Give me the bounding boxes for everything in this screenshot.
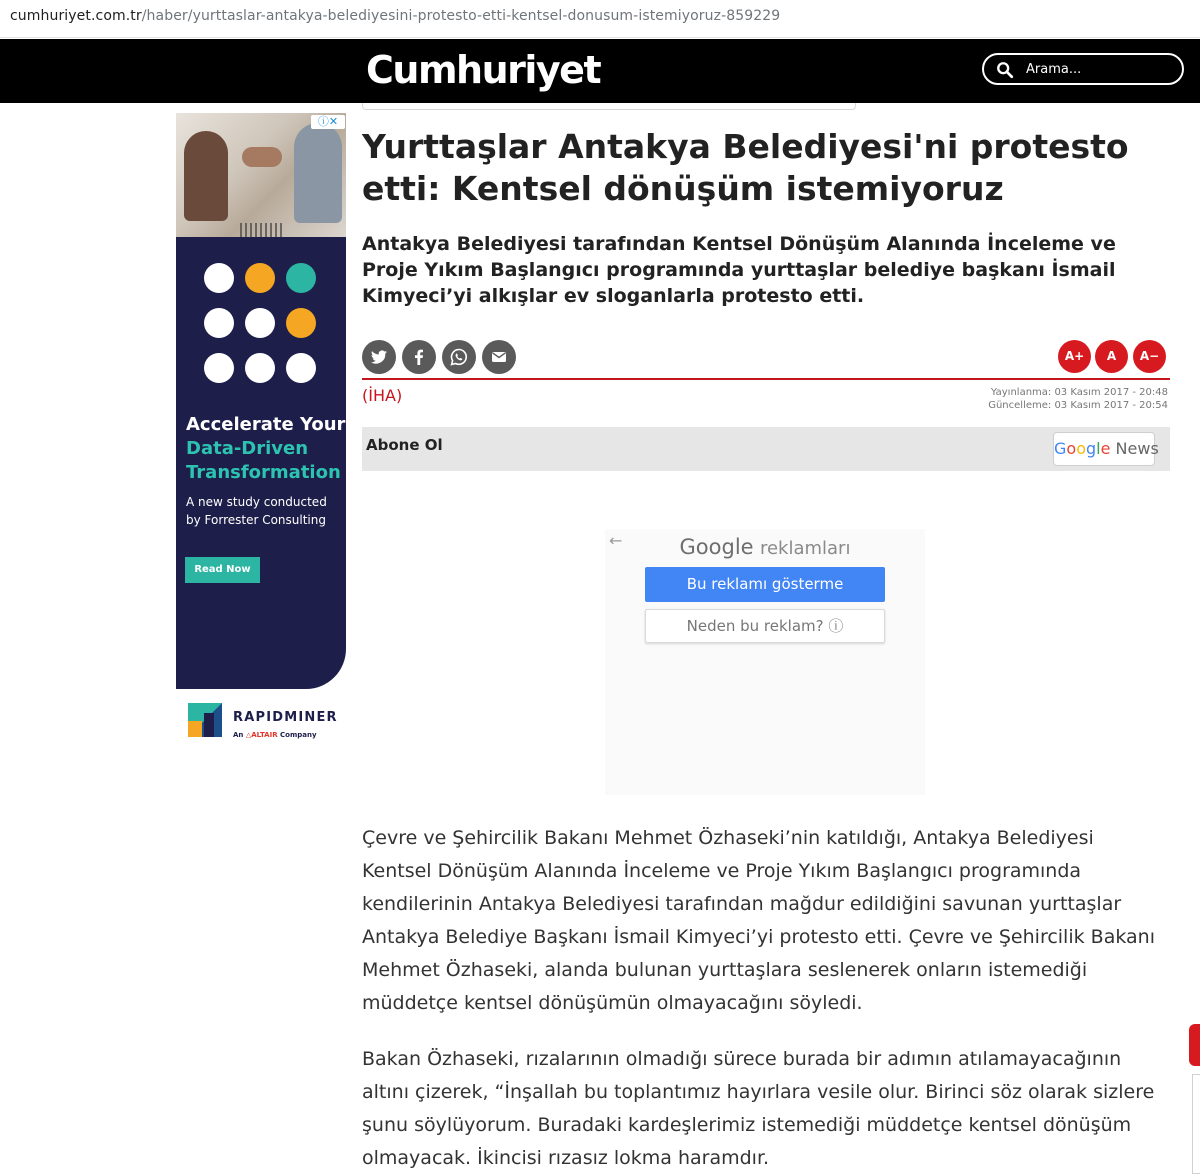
site-header	[0, 39, 1200, 103]
ad-choices-icon[interactable]: ⓘ✕	[311, 115, 345, 129]
ad-dot	[286, 308, 316, 338]
ad-dot	[245, 308, 275, 338]
article-source: (İHA)	[362, 386, 403, 405]
ad-brand-sub-prefix: An	[233, 731, 246, 739]
ad-read-now-button[interactable]: Read Now	[185, 557, 260, 583]
ad-brand-sub-altair: ALTAIR	[251, 731, 278, 739]
ad-photo-fist-bump	[242, 147, 282, 167]
article-summary: Antakya Belediyesi tarafından Kentsel Dönüşüm Alanında İnceleme ve Proje Yıkım Başlangıcı programında yurttaşlar belediye başkanı İsmail Kimyeci’yi alkışlar ev sloganlarla protesto etti.	[362, 233, 1116, 307]
search-box[interactable]	[982, 53, 1184, 85]
ad-brand[interactable]	[176, 689, 346, 753]
ad-headline: Accelerate Your	[186, 414, 346, 435]
divider	[362, 378, 1170, 380]
site-logo[interactable]: Cumhuriyet	[366, 48, 601, 92]
why-this-ad-button[interactable]: Neden bu reklam? ⓘ	[645, 609, 885, 643]
altair-triangle-icon: △	[245, 731, 252, 739]
share-facebook-button[interactable]	[402, 340, 436, 374]
article-title: Yurttaşlar Antakya Belediyesi'ni protesto etti: Kentsel dönüşüm istemiyoruz	[362, 127, 1129, 208]
ad-photo-person-right	[294, 123, 342, 223]
twitter-icon	[369, 347, 389, 367]
ad-dot	[245, 353, 275, 383]
ad-photo-pattern	[240, 223, 284, 237]
google-ads-label: reklamları	[759, 538, 851, 559]
subscribe-bar	[362, 427, 1170, 471]
nav-strip	[362, 103, 856, 110]
ad-brand-subtitle	[233, 731, 317, 739]
side-panel-edge[interactable]	[1192, 1074, 1200, 1174]
share-email-button[interactable]	[482, 340, 516, 374]
search-icon	[996, 61, 1014, 79]
google-ads-brand: Google	[679, 535, 754, 559]
ad-headline-accent: Data-Driven Transformation	[186, 438, 341, 483]
ad-dot	[204, 263, 234, 293]
ad-brand-sub-suffix: Company	[277, 731, 317, 739]
ad-subtext: A new study conducted by Forrester Consulting	[186, 495, 327, 527]
sidebar-ad[interactable]	[176, 113, 346, 753]
font-decrease-button[interactable]: A−	[1133, 340, 1166, 373]
article-paragraph: Bakan Özhaseki, rızalarının olmadığı sürece burada bir adımın atılamayacağının altını çizerek, “İnşallah bu toplantımız hayırlara vesile olur. Birinci söz olarak sizlere şunu söylüyorum. Buradaki kardeşlerimiz istemediği müddetçe kentsel dönüşüm olmayacak. İkincisi rızasız lokma haramdır.	[362, 1048, 1155, 1169]
side-feedback-tab[interactable]	[1189, 1024, 1200, 1066]
url-host: cumhuriyet.com.tr	[10, 8, 142, 24]
search-input[interactable]: Arama...	[1026, 62, 1082, 77]
ad-dot	[286, 263, 316, 293]
google-wordmark: Google	[1054, 439, 1111, 458]
published-date: Yayınlanma: 03 Kasım 2017 - 20:48	[990, 387, 1168, 398]
ad-dot	[245, 263, 275, 293]
email-icon	[489, 347, 509, 367]
article-dates	[988, 386, 1168, 412]
ad-dot	[204, 353, 234, 383]
google-news-button[interactable]	[1053, 432, 1159, 466]
share-whatsapp-button[interactable]	[442, 340, 476, 374]
google-ads-title	[605, 535, 925, 559]
ad-photo-person-left	[184, 131, 228, 221]
facebook-icon	[409, 347, 429, 367]
subscribe-label: Abone Ol	[366, 436, 443, 454]
font-reset-button[interactable]: A	[1095, 340, 1128, 373]
share-twitter-button[interactable]	[362, 340, 396, 374]
back-arrow-icon[interactable]: ←	[609, 531, 623, 550]
hide-ad-button[interactable]: Bu reklamı gösterme	[645, 567, 885, 602]
ad-brand-name: RAPIDMINER	[233, 710, 338, 725]
ad-panel[interactable]	[176, 237, 346, 689]
whatsapp-icon	[449, 347, 469, 367]
ad-dot	[204, 308, 234, 338]
ad-dot	[286, 353, 316, 383]
article-paragraph: Çevre ve Şehircilik Bakanı Mehmet Özhaseki’nin katıldığı, Antakya Belediyesi Kentsel Dönüşüm Alanında İnceleme ve Proje Yıkım Başlangıcı programında kendilerinin Antakya Belediyesi tarafından mağdur edildiğini savunan yurttaşlar Antakya Belediye Başkanı İsmail Kimyeci’yi protesto etti. Çevre ve Şehircilik Bakanı Mehmet Özhaseki, alanda bulunan yurttaşlara seslenerek onların istemediği müddetçe kentsel dönüşümün olmayacağını söyledi.	[362, 827, 1155, 1014]
url-text[interactable]	[10, 8, 780, 24]
rapidminer-logo-icon	[188, 703, 222, 737]
google-ad-feedback	[605, 529, 925, 795]
url-path: /haber/yurttaslar-antakya-belediyesini-protesto-etti-kentsel-donusum-istemiyoruz-859229	[141, 8, 781, 24]
updated-date: Güncelleme: 03 Kasım 2017 - 20:54	[988, 400, 1168, 411]
browser-address-bar[interactable]	[0, 0, 1200, 38]
google-news-label: News	[1115, 439, 1159, 458]
font-increase-button[interactable]: A+	[1058, 340, 1091, 373]
ad-photo[interactable]	[176, 113, 346, 237]
